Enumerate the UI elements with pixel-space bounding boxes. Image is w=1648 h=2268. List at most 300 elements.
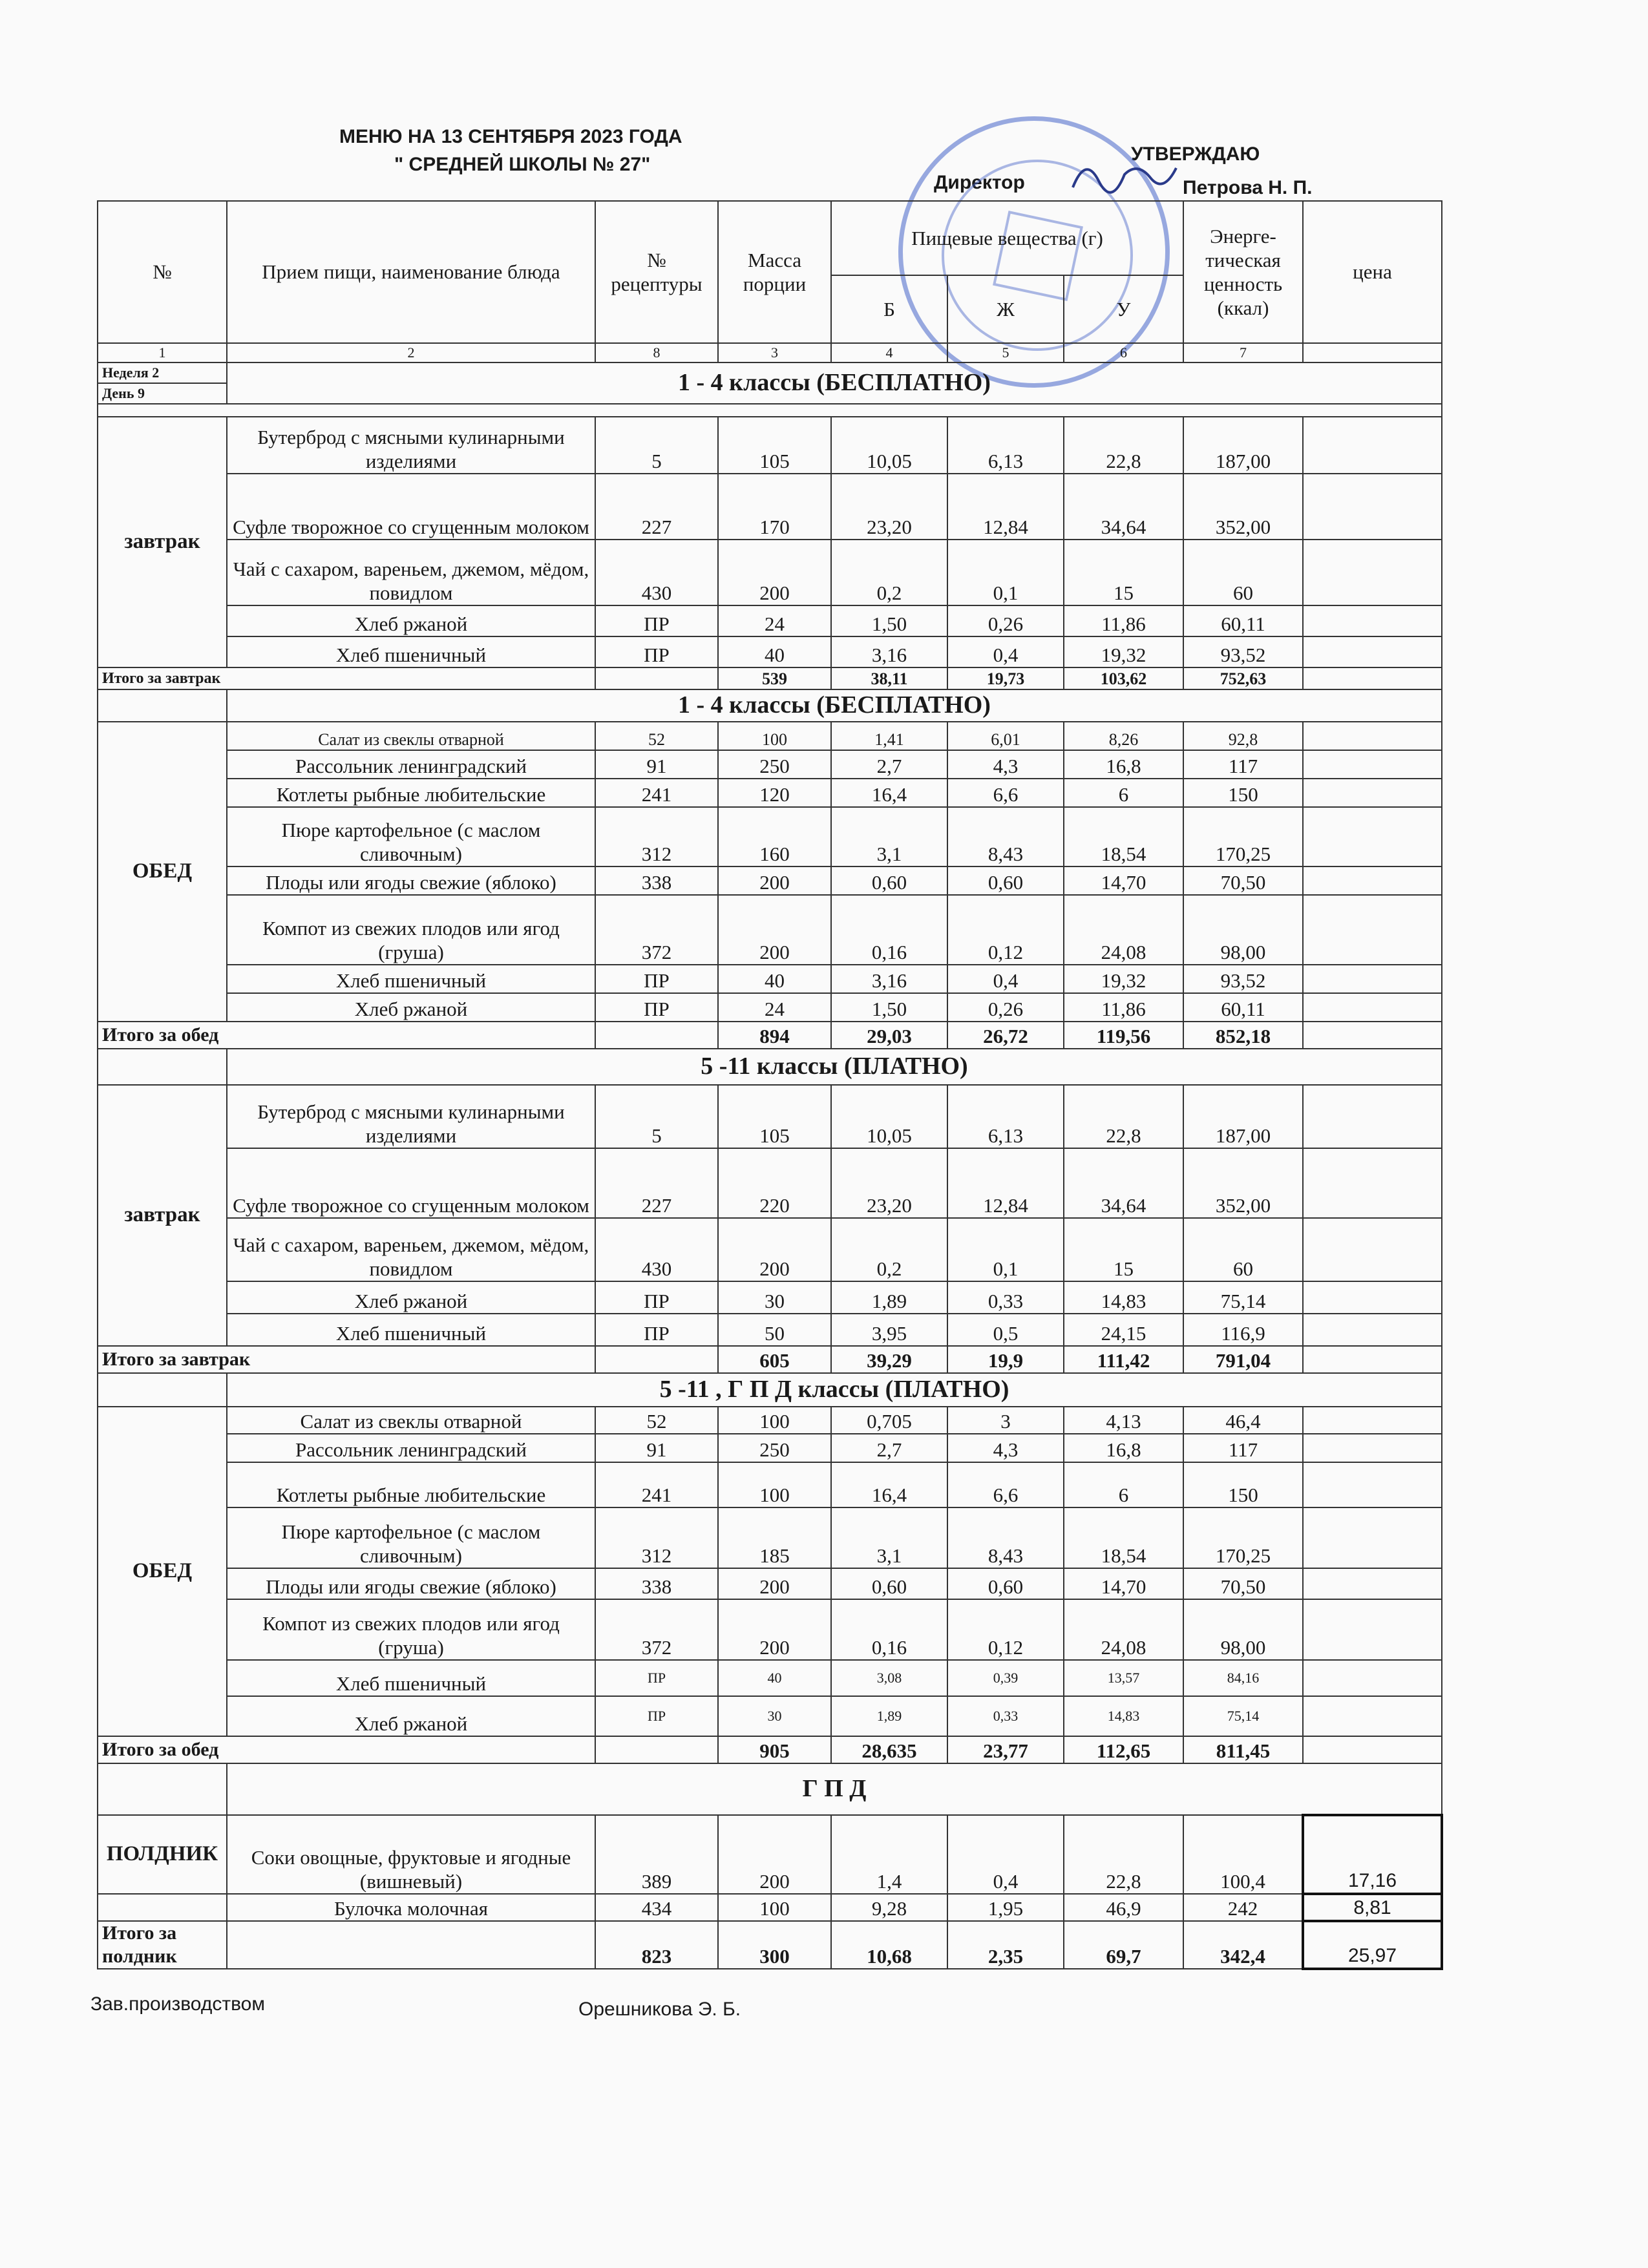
dish-name: Плоды или ягоды свежие (яблоко) [227,866,595,895]
energy: 187,00 [1183,1085,1303,1148]
col-header-nutrients: Пищевые вещества (г) [831,201,1183,275]
price [1303,1314,1442,1346]
protein: 3,1 [831,1507,947,1568]
dish-name: Котлеты рыбные любительские [227,1462,595,1507]
portion-mass: 105 [718,417,831,474]
recipe-number: ПР [595,965,718,993]
portion-mass: 220 [718,1148,831,1218]
portion-mass: 50 [718,1314,831,1346]
energy: 93,52 [1183,965,1303,993]
dish-name: Салат из свеклы отварной [227,722,595,750]
protein: 3,08 [831,1660,947,1696]
total-label: Итого за завтрак [98,667,595,689]
total-mass: 605 [718,1346,831,1373]
fat: 0,12 [947,895,1064,965]
fat: 6,6 [947,779,1064,807]
total-protein: 29,03 [831,1022,947,1049]
fat: 0,26 [947,605,1064,636]
portion-mass: 100 [718,1462,831,1507]
energy: 98,00 [1183,1599,1303,1660]
dish-name: Компот из свежих плодов или ягод (груша) [227,895,595,965]
energy: 187,00 [1183,417,1303,474]
carbs: 18,54 [1064,807,1183,866]
fat: 6,13 [947,417,1064,474]
recipe-number: ПР [595,1314,718,1346]
col-number-empty [1303,343,1442,362]
price [1303,1281,1442,1314]
carbs: 14,83 [1064,1696,1183,1736]
total-protein: 39,29 [831,1346,947,1373]
total-price [1303,1346,1442,1373]
dish-name: Хлеб пшеничный [227,1660,595,1696]
price [1303,1148,1442,1218]
price [1303,807,1442,866]
portion-mass: 100 [718,1407,831,1434]
price [1303,417,1442,474]
col-number: 5 [947,343,1064,362]
protein: 9,28 [831,1894,947,1921]
recipe-number: ПР [595,1281,718,1314]
carbs: 11,86 [1064,993,1183,1022]
fat: 0,39 [947,1660,1064,1696]
energy: 60,11 [1183,605,1303,636]
recipe-number: 227 [595,474,718,540]
dish-name: Хлеб пшеничный [227,1314,595,1346]
total-protein: 10,68 [831,1921,947,1969]
recipe-number: 430 [595,540,718,605]
energy: 75,14 [1183,1696,1303,1736]
carbs: 24,08 [1064,1599,1183,1660]
meal-label: ОБЕД [98,722,227,1022]
price [1303,750,1442,779]
protein: 1,89 [831,1281,947,1314]
carbs: 34,64 [1064,474,1183,540]
col-number: 8 [595,343,718,362]
price [1303,1696,1442,1736]
total-recipe [595,667,718,689]
portion-mass: 105 [718,1085,831,1148]
carbs: 14,70 [1064,1568,1183,1599]
fat: 0,4 [947,965,1064,993]
col-number: 7 [1183,343,1303,362]
protein: 10,05 [831,417,947,474]
total-label: Итого за полдник [98,1921,227,1969]
protein: 3,1 [831,807,947,866]
carbs: 24,08 [1064,895,1183,965]
portion-mass: 100 [718,722,831,750]
meal-label: ПОЛДНИК [98,1815,227,1894]
portion-mass: 200 [718,1815,831,1894]
total-label: Итого за обед [98,1736,595,1763]
energy: 46,4 [1183,1407,1303,1434]
protein: 0,60 [831,1568,947,1599]
energy: 60 [1183,1218,1303,1281]
protein: 2,7 [831,750,947,779]
price [1303,1434,1442,1462]
recipe-number: 5 [595,1085,718,1148]
menu-table [97,200,1443,1970]
energy: 100,4 [1183,1815,1303,1894]
price: 8,81 [1303,1894,1442,1921]
fat: 0,1 [947,1218,1064,1281]
total-fat: 19,9 [947,1346,1064,1373]
protein: 23,20 [831,1148,947,1218]
section-title-spacer [98,1763,227,1815]
portion-mass: 120 [718,779,831,807]
protein: 16,4 [831,1462,947,1507]
recipe-number: 312 [595,807,718,866]
total-recipe [595,1346,718,1373]
price [1303,1599,1442,1660]
footer-name: Орешникова Э. Б. [578,1999,741,2020]
energy: 60 [1183,540,1303,605]
total-price [1303,1736,1442,1763]
energy: 242 [1183,1894,1303,1921]
dish-name: Чай с сахаром, вареньем, джемом, мёдом, повидлом [227,540,595,605]
col-number: 3 [718,343,831,362]
portion-mass: 40 [718,965,831,993]
dish-name: Соки овощные, фруктовые и ягодные (вишневый) [227,1815,595,1894]
col-header-energy: Энерге- тическая ценность (ккал) [1183,201,1303,343]
portion-mass: 200 [718,866,831,895]
recipe-number: 312 [595,1507,718,1568]
total-carbs: 69,7 [1064,1921,1183,1969]
portion-mass: 200 [718,540,831,605]
protein: 0,16 [831,1599,947,1660]
total-price: 25,97 [1303,1921,1442,1969]
total-recipe [595,1736,718,1763]
section-title: 5 -11 , Г П Д классы (ПЛАТНО) [227,1373,1442,1407]
carbs: 34,64 [1064,1148,1183,1218]
fat: 4,3 [947,1434,1064,1462]
energy: 75,14 [1183,1281,1303,1314]
meal-label: завтрак [98,417,227,667]
protein: 3,16 [831,636,947,667]
protein: 3,95 [831,1314,947,1346]
recipe-number: 241 [595,1462,718,1507]
section-title-spacer [98,1049,227,1085]
recipe-number: ПР [595,605,718,636]
protein: 1,89 [831,1696,947,1736]
total-recipe [595,1022,718,1049]
recipe-number: 372 [595,1599,718,1660]
recipe-number: 372 [595,895,718,965]
portion-mass: 200 [718,895,831,965]
dish-name: Бутерброд с мясными кулинарными изделиями [227,1085,595,1148]
recipe-number: ПР [595,1660,718,1696]
col-number: 6 [1064,343,1183,362]
carbs: 4,13 [1064,1407,1183,1434]
col-header-price: цена [1303,201,1442,343]
recipe-number: 227 [595,1148,718,1218]
meal-label: завтрак [98,1085,227,1346]
protein: 3,16 [831,965,947,993]
col-header-num: № [98,201,227,343]
dish-name: Хлеб ржаной [227,1696,595,1736]
protein: 23,20 [831,474,947,540]
total-label: Итого за завтрак [98,1346,595,1373]
col-header-zh: Ж [947,275,1064,343]
dish-name: Бутерброд с мясными кулинарными изделиями [227,417,595,474]
dish-name: Рассольник ленинградский [227,1434,595,1462]
portion-mass: 185 [718,1507,831,1568]
fat: 0,26 [947,993,1064,1022]
recipe-number: 338 [595,1568,718,1599]
energy: 93,52 [1183,636,1303,667]
protein: 10,05 [831,1085,947,1148]
price [1303,1218,1442,1281]
total-carbs: 112,65 [1064,1736,1183,1763]
energy: 117 [1183,750,1303,779]
portion-mass: 160 [718,807,831,866]
portion-mass: 30 [718,1281,831,1314]
energy: 70,50 [1183,866,1303,895]
carbs: 22,8 [1064,1815,1183,1894]
fat: 0,5 [947,1314,1064,1346]
portion-mass: 200 [718,1599,831,1660]
protein: 0,2 [831,540,947,605]
carbs: 16,8 [1064,1434,1183,1462]
dish-name: Котлеты рыбные любительские [227,779,595,807]
total-fat: 19,73 [947,667,1064,689]
total-recipe: 823 [595,1921,718,1969]
portion-mass: 30 [718,1696,831,1736]
energy: 170,25 [1183,1507,1303,1568]
portion-mass: 24 [718,605,831,636]
dish-name: Булочка молочная [227,1894,595,1921]
dish-name: Пюре картофельное (с маслом сливочным) [227,807,595,866]
dish-name: Хлеб ржаной [227,605,595,636]
price [1303,993,1442,1022]
col-header-mass: Масса порции [718,201,831,343]
energy: 117 [1183,1434,1303,1462]
recipe-number: 241 [595,779,718,807]
carbs: 13,57 [1064,1660,1183,1696]
total-price [1303,1022,1442,1049]
protein: 0,16 [831,895,947,965]
price [1303,779,1442,807]
dish-name: Хлеб пшеничный [227,965,595,993]
energy: 352,00 [1183,1148,1303,1218]
dish-name: Пюре картофельное (с маслом сливочным) [227,1507,595,1568]
recipe-number: 91 [595,750,718,779]
col-number: 1 [98,343,227,362]
portion-mass: 40 [718,1660,831,1696]
fat: 8,43 [947,1507,1064,1568]
protein: 1,4 [831,1815,947,1894]
protein: 2,7 [831,1434,947,1462]
fat: 0,33 [947,1696,1064,1736]
price [1303,605,1442,636]
fat: 8,43 [947,807,1064,866]
section-title-spacer [98,689,227,722]
price [1303,1462,1442,1507]
total-protein: 28,635 [831,1736,947,1763]
total-carbs: 103,62 [1064,667,1183,689]
total-name-empty [227,1921,595,1969]
fat: 12,84 [947,1148,1064,1218]
col-number: 4 [831,343,947,362]
approve-label: УТВЕРЖДАЮ [1131,143,1260,165]
total-fat: 26,72 [947,1022,1064,1049]
carbs: 11,86 [1064,605,1183,636]
total-fat: 23,77 [947,1736,1064,1763]
col-header-recipe: № рецептуры [595,201,718,343]
dish-name: Хлеб ржаной [227,993,595,1022]
spacer-row [98,404,1442,417]
fat: 6,6 [947,1462,1064,1507]
recipe-number: ПР [595,636,718,667]
price [1303,1407,1442,1434]
school-name: " СРЕДНЕЙ ШКОЛЫ № 27" [394,154,651,175]
menu-title: МЕНЮ НА 13 СЕНТЯБРЯ 2023 ГОДА [339,126,682,147]
col-header-b: Б [831,275,947,343]
fat: 1,95 [947,1894,1064,1921]
portion-mass: 200 [718,1568,831,1599]
section-title: 1 - 4 классы (БЕСПЛАТНО) [227,362,1442,404]
col-header-u: У [1064,275,1183,343]
meal-label-empty [98,1894,227,1921]
recipe-number: ПР [595,1696,718,1736]
recipe-number: 5 [595,417,718,474]
recipe-number: 52 [595,722,718,750]
total-price [1303,667,1442,689]
price [1303,474,1442,540]
dish-name: Компот из свежих плодов или ягод (груша) [227,1599,595,1660]
protein: 0,2 [831,1218,947,1281]
portion-mass: 40 [718,636,831,667]
total-mass: 905 [718,1736,831,1763]
portion-mass: 170 [718,474,831,540]
protein: 16,4 [831,779,947,807]
energy: 98,00 [1183,895,1303,965]
energy: 84,16 [1183,1660,1303,1696]
section-title: 1 - 4 классы (БЕСПЛАТНО) [227,689,1442,722]
total-energy: 342,4 [1183,1921,1303,1969]
carbs: 16,8 [1064,750,1183,779]
fat: 6,13 [947,1085,1064,1148]
col-header-dish: Прием пищи, наименование блюда [227,201,595,343]
price [1303,866,1442,895]
fat: 0,12 [947,1599,1064,1660]
portion-mass: 250 [718,750,831,779]
total-energy: 791,04 [1183,1346,1303,1373]
col-number: 2 [227,343,595,362]
protein: 0,705 [831,1407,947,1434]
energy: 116,9 [1183,1314,1303,1346]
price [1303,1568,1442,1599]
price [1303,965,1442,993]
dish-name: Суфле творожное со сгущенным молоком [227,474,595,540]
portion-mass: 24 [718,993,831,1022]
fat: 12,84 [947,474,1064,540]
dish-name: Чай с сахаром, вареньем, джемом, мёдом, повидлом [227,1218,595,1281]
energy: 150 [1183,779,1303,807]
fat: 0,33 [947,1281,1064,1314]
portion-mass: 100 [718,1894,831,1921]
meal-label: ОБЕД [98,1407,227,1736]
portion-mass: 200 [718,1218,831,1281]
price [1303,540,1442,605]
price [1303,636,1442,667]
energy: 60,11 [1183,993,1303,1022]
carbs: 22,8 [1064,1085,1183,1148]
price: 17,16 [1303,1815,1442,1894]
dish-name: Суфле творожное со сгущенным молоком [227,1148,595,1218]
protein: 1,50 [831,605,947,636]
carbs: 6 [1064,779,1183,807]
carbs: 15 [1064,1218,1183,1281]
price [1303,1507,1442,1568]
carbs: 19,32 [1064,636,1183,667]
director-label: Директор [934,172,1025,193]
total-carbs: 111,42 [1064,1346,1183,1373]
dish-name: Плоды или ягоды свежие (яблоко) [227,1568,595,1599]
total-energy: 811,45 [1183,1736,1303,1763]
footer-role: Зав.производством [90,1993,265,2015]
recipe-number: 338 [595,866,718,895]
protein: 1,41 [831,722,947,750]
carbs: 15 [1064,540,1183,605]
dish-name: Хлеб ржаной [227,1281,595,1314]
portion-mass: 250 [718,1434,831,1462]
recipe-number: 430 [595,1218,718,1281]
fat: 0,4 [947,636,1064,667]
carbs: 14,70 [1064,866,1183,895]
dish-name: Хлеб пшеничный [227,636,595,667]
energy: 352,00 [1183,474,1303,540]
energy: 92,8 [1183,722,1303,750]
total-energy: 852,18 [1183,1022,1303,1049]
director-name: Петрова Н. П. [1183,177,1313,198]
fat: 4,3 [947,750,1064,779]
recipe-number: ПР [595,993,718,1022]
energy: 150 [1183,1462,1303,1507]
director-signature [1066,149,1183,200]
energy: 170,25 [1183,807,1303,866]
total-mass: 539 [718,667,831,689]
carbs: 24,15 [1064,1314,1183,1346]
dish-name: Салат из свеклы отварной [227,1407,595,1434]
fat: 3 [947,1407,1064,1434]
protein: 1,50 [831,993,947,1022]
total-protein: 38,11 [831,667,947,689]
section-title: Г П Д [227,1763,1442,1815]
recipe-number: 91 [595,1434,718,1462]
carbs: 19,32 [1064,965,1183,993]
week-label: Неделя 2 [98,362,227,383]
fat: 0,60 [947,866,1064,895]
day-label: День 9 [98,383,227,404]
recipe-number: 389 [595,1815,718,1894]
fat: 0,1 [947,540,1064,605]
energy: 70,50 [1183,1568,1303,1599]
total-fat: 2,35 [947,1921,1064,1969]
carbs: 8,26 [1064,722,1183,750]
protein: 0,60 [831,866,947,895]
recipe-number: 434 [595,1894,718,1921]
carbs: 18,54 [1064,1507,1183,1568]
total-mass: 894 [718,1022,831,1049]
price [1303,895,1442,965]
total-energy: 752,63 [1183,667,1303,689]
total-label: Итого за обед [98,1022,595,1049]
carbs: 22,8 [1064,417,1183,474]
price [1303,1085,1442,1148]
carbs: 14,83 [1064,1281,1183,1314]
price [1303,1660,1442,1696]
total-carbs: 119,56 [1064,1022,1183,1049]
